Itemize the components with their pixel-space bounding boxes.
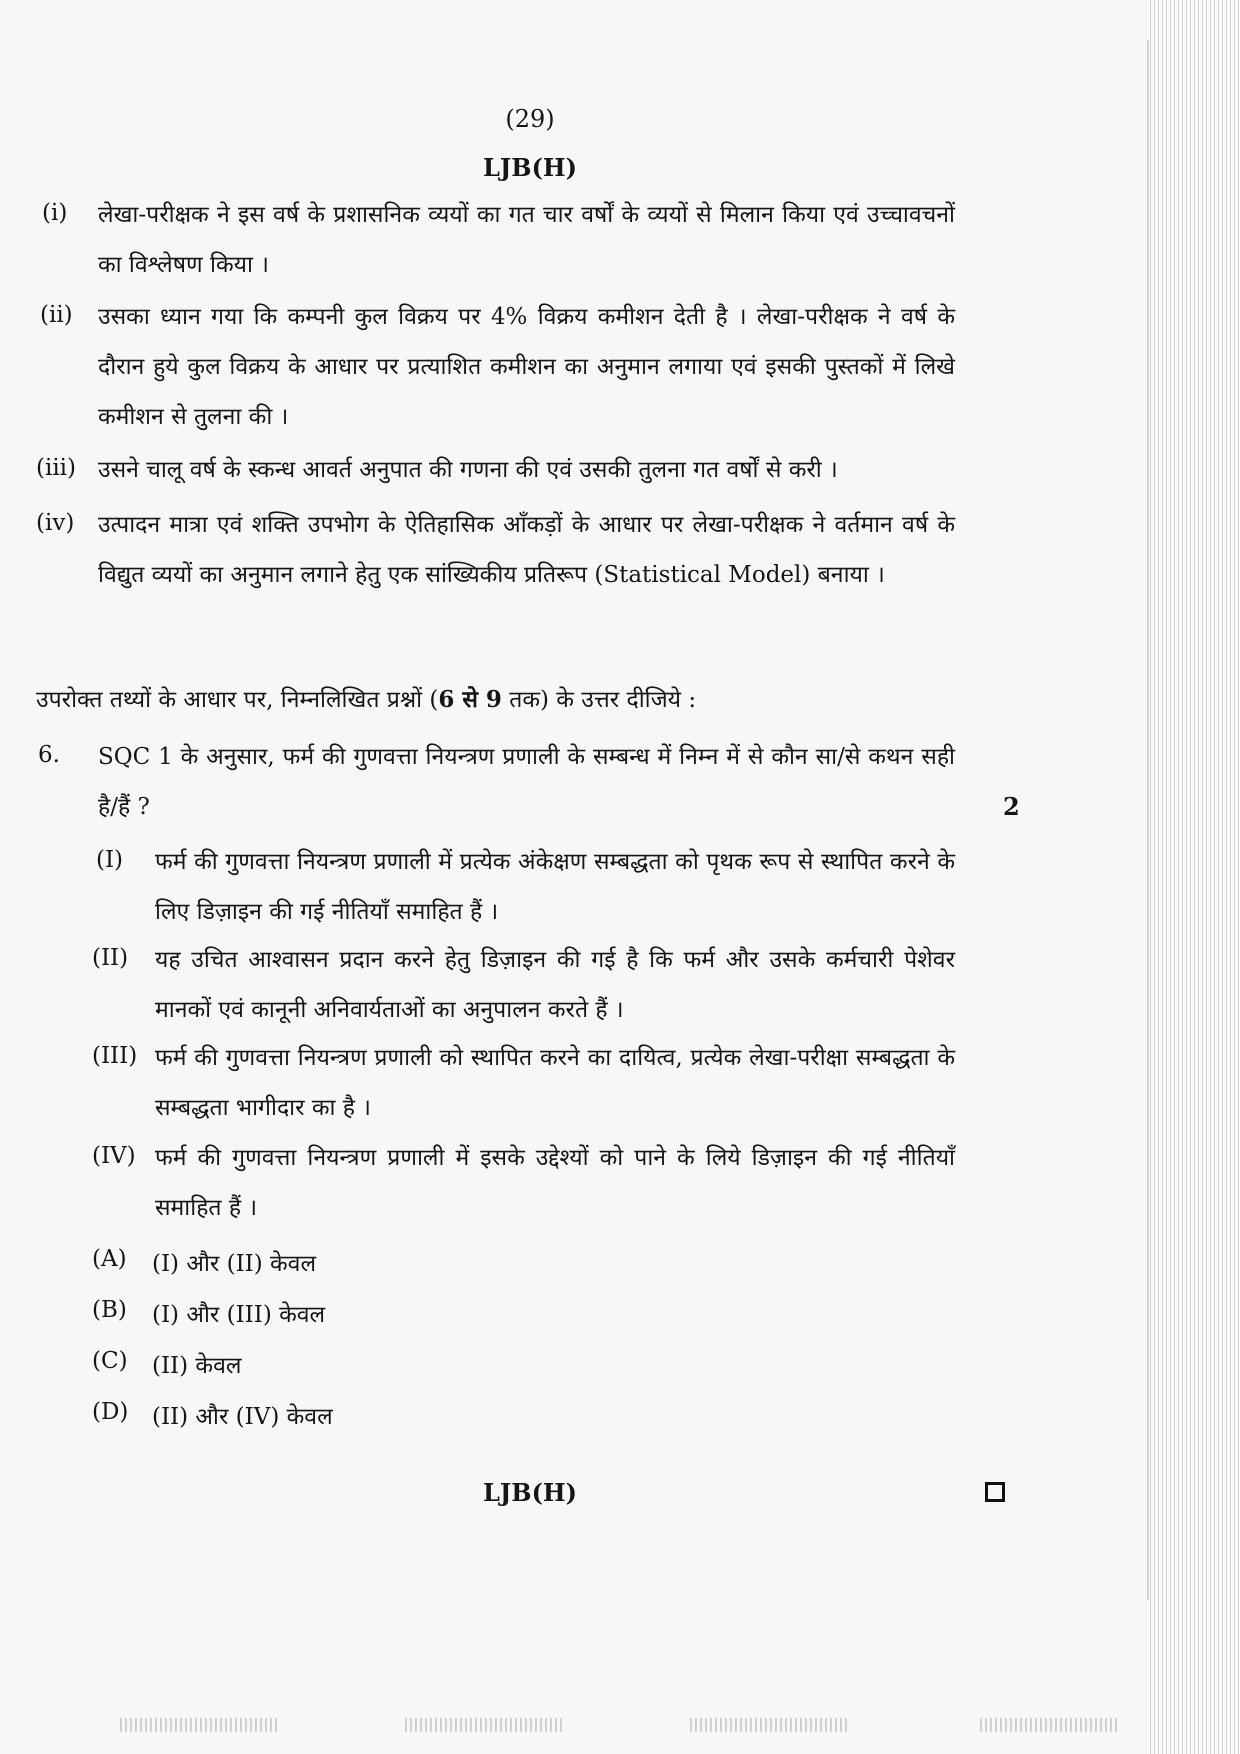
scan-mark [405,1718,565,1732]
question-text: SQC 1 के अनुसार, फर्म की गुणवत्ता नियन्त्रण प्रणाली के सम्बन्ध में निम्न में से कौन सा/से कथन सही है/हैं ? [98,744,955,820]
instruction-after: तक) के उत्तर दीजिये : [501,687,697,713]
fact-text: उसका ध्यान गया कि कम्पनी कुल विक्रय पर 4% विक्रय कमीशन देती है । लेखा-परीक्षक ने वर्ष के दौरान हुये कुल विक्रय के आधार पर प्रत्याशित कमीशन का अनुमान लगाया एवं इसकी पुस्तकों में लिखे कमीशन से तुलना की । [98,304,955,430]
fact-label: (iv) [36,510,75,536]
scan-mark [690,1718,850,1732]
statement-label: (I) [96,847,124,873]
statement-label: (II) [92,945,129,971]
page-edge-line [1147,40,1149,1600]
fact-text: उसने चालू वर्ष के स्कन्ध आवर्त अनुपात की गणना की एवं उसकी तुलना गत वर्षों से करी । [98,457,838,483]
instruction-range: 6 से 9 [438,686,502,713]
statement-label: (III) [92,1043,138,1069]
option-text: (II) और (IV) केवल [152,1404,333,1430]
statement-text: फर्म की गुणवत्ता नियन्त्रण प्रणाली को स्थापित करने का दायित्व, प्रत्येक लेखा-परीक्षा सम्बद्धता के सम्बद्धता भागीदार का है । [155,1045,955,1121]
fact-label: (i) [42,200,68,226]
statement-text: फर्म की गुणवत्ता नियन्त्रण प्रणाली में प्रत्येक अंकेक्षण सम्बद्धता को पृथक रूप से स्थापित करने के लिए डिज़ाइन की गई नीतियाँ समाहित हैं । [155,849,955,925]
option-text: (II) केवल [152,1353,242,1379]
fact-label: (iii) [36,455,77,481]
option-label: (C) [92,1348,128,1374]
instruction [36,675,696,725]
scan-mark [980,1718,1120,1732]
scan-mark [120,1718,280,1732]
fact-label: (ii) [40,302,73,328]
fact-text: उत्पादन मात्रा एवं शक्ति उपभोग के ऐतिहासिक आँकड़ों के आधार पर लेखा-परीक्षक ने वर्तमान वर्ष के विद्युत व्ययों का अनुमान लगाने हेतु एक सांख्यिकीय प्रतिरूप (Statistical Model) बनाया । [98,512,955,588]
footer-code: LJB(H) [483,1478,577,1507]
statement-text: फर्म की गुणवत्ता नियन्त्रण प्रणाली में इसके उद्देश्यों को पाने के लिये डिज़ाइन की गई नीतियाँ समाहित हैं । [155,1145,955,1221]
option-text: (I) और (II) केवल [152,1251,317,1277]
question-marks: 2 [1003,792,1020,821]
page-number: (29) [505,105,555,133]
option-label: (A) [92,1246,127,1272]
instruction-before: उपरोक्त तथ्यों के आधार पर, निम्नलिखित प्रश्नों ( [36,687,439,713]
end-square-icon [985,1482,1005,1502]
page-edge-shadow [1147,0,1240,1754]
option-label: (D) [92,1399,129,1425]
option-label: (B) [92,1297,127,1323]
fact-text: लेखा-परीक्षक ने इस वर्ष के प्रशासनिक व्ययों का गत चार वर्षों के व्ययों से मिलान किया एवं उच्चावचनों का विश्लेषण किया । [98,202,955,278]
option-text: (I) और (III) केवल [152,1302,326,1328]
statement-label: (IV) [92,1143,136,1169]
statement-text: यह उचित आश्वासन प्रदान करने हेतु डिज़ाइन की गई है कि फर्म और उसके कर्मचारी पेशेवर मानकों एवं कानूनी अनिवार्यताओं का अनुपालन करते हैं । [155,947,955,1023]
question-number: 6. [38,742,60,768]
paper-code: LJB(H) [483,153,577,182]
